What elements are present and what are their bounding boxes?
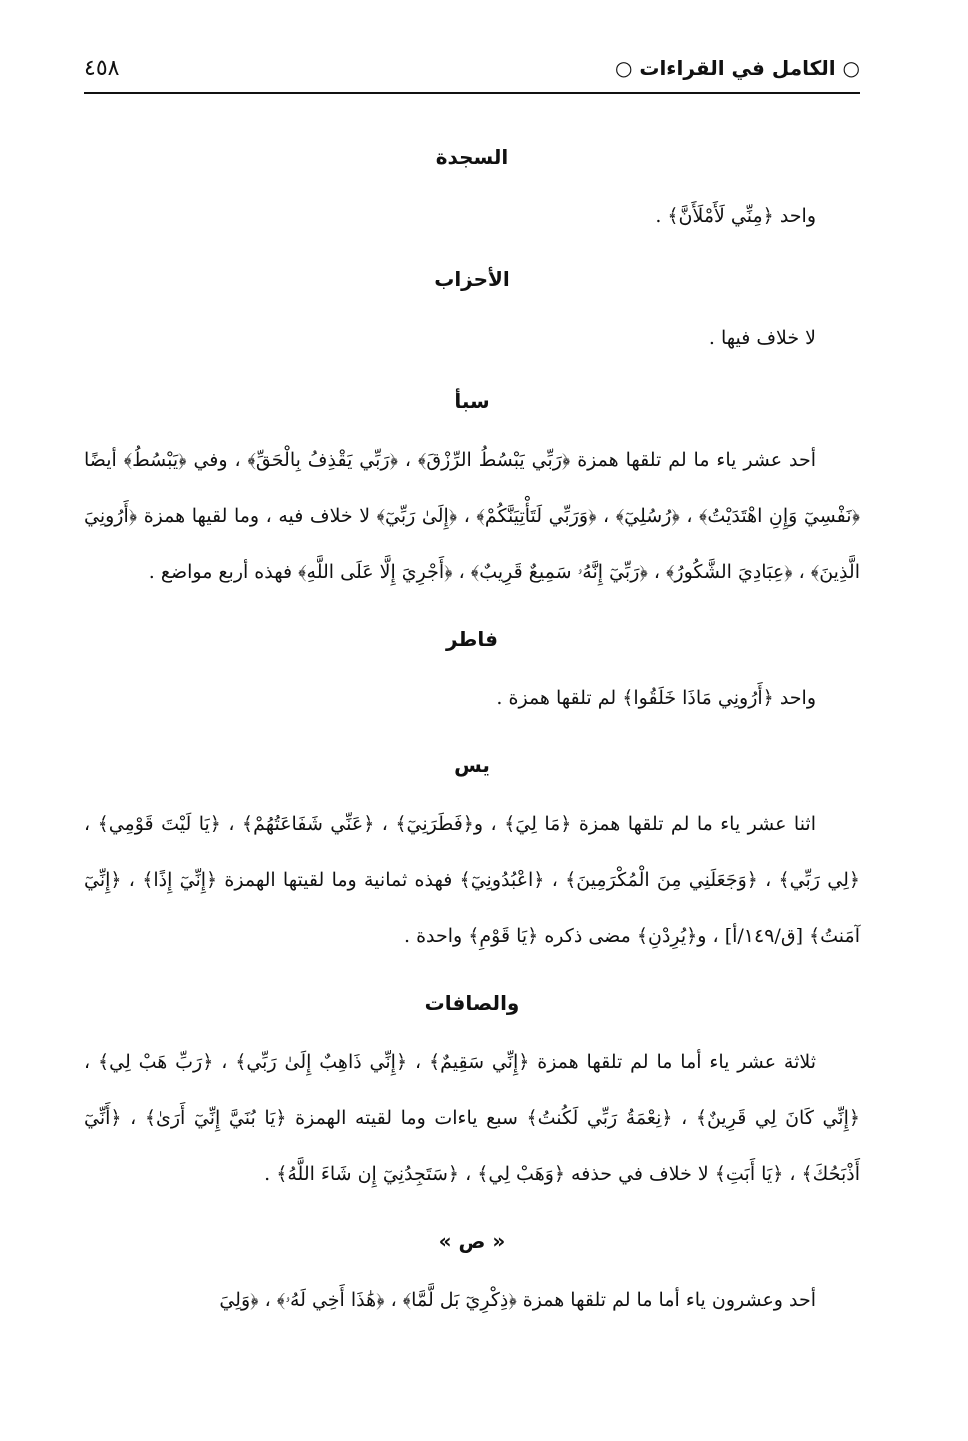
page-body (84, 140, 860, 1328)
section-title: الأحزاب (434, 267, 510, 291)
section-paragraph: ثلاثة عشر ياء أما ما لم تلقها همزة ﴿إِنِّي سَقِيمٌ﴾ ، ﴿إِنِّي ذَاهِبٌ إِلَىٰ رَبِّي﴾ ، ﴿رَبِّ هَبْ لِي﴾ ، ﴿إِنِّي كَانَ لِي قَرِينٌ﴾ ، ﴿نِعْمَةُ رَبِّي لَكُنتُ﴾ سبع ياءات وما لقيته الهمزة ﴿يَا بُنَيَّ إِنِّيٓ أَرَىٰ﴾ ، ﴿أَنِّيٓ أَذْبَحُكَ﴾ ، ﴿يَا أَبَتِ﴾ لا خلاف في حذفه ﴿وَهَبْ لِي﴾ ، ﴿سَتَجِدُنِيٓ إِن شَاءَ اللَّهُ﴾ . (84, 1051, 860, 1185)
page-header (84, 52, 860, 94)
page-number: ٤٥٨ (84, 56, 120, 81)
section-title: فاطر (446, 627, 498, 651)
section-paragraph: اثنا عشر ياء ما لم تلقها همزة ﴿مَا لِيَ﴾ ، و﴿فَطَرَنِيٓ﴾ ، ﴿عَنِّي شَفَاعَتُهُمْ﴾ ، ﴿يَا لَيْتَ قَوْمِي﴾ ، ﴿لِي رَبِّي﴾ ، ﴿وَجَعَلَنِي مِنَ الْمُكْرَمِينَ﴾ ، ﴿اعْبُدُونِيٓ﴾ فهذه ثمانية وما لقيتها الهمزة ﴿إِنِّيٓ إِذًا﴾ ، ﴿إِنِّيٓ آمَنتُ﴾ [ق/١٤٩/أ] ، و﴿يُرِدْنِ﴾ مضى ذكره ﴿يَا قَوْمِ﴾ واحدة . (84, 813, 860, 947)
section-title: « ص » (438, 1229, 506, 1253)
section-title: سبأ (454, 389, 490, 413)
section-paragraph: واحد ﴿مِنِّي لَأَمْلَأَنَّ﴾ . (655, 205, 816, 227)
section-paragraph: واحد ﴿أَرُونِي مَاذَا خَلَقُوا﴾ لم تلقها همزة . (496, 687, 816, 709)
section-paragraph: أحد عشر ياء ما لم تلقها همزة ﴿رَبِّي يَبْسُطُ الرِّزْقَ﴾ ، ﴿رَبِّي يَقْذِفُ بِالْحَقِّ﴾ ، وفي ﴿يَبْسُطُ﴾ أيضًا ﴿نَفْسِيٓ وَإِنِ اهْتَدَيْتُ﴾ ، ﴿رُسُلِيٓ﴾ ، ﴿وَرَبِّي لَتَأْتِيَنَّكُمْ﴾ ، ﴿إِلَىٰ رَبِّيٓ﴾ لا خلاف فيه ، وما لقيها همزة ﴿أَرُونِيَ الَّذِينَ﴾ ، ﴿عِبَادِيَ الشَّكُورُ﴾ ، ﴿رَبِّيٓ إِنَّهُۥ سَمِيعٌ قَرِيبٌ﴾ ، ﴿أَجْرِيَ إِلَّا عَلَى اللَّهِ﴾ فهذه أربع مواضع . (84, 449, 860, 583)
section-title: السجدة (435, 145, 509, 169)
running-title: ○ الكامل في القراءات ○ (614, 56, 860, 80)
section-title: والصافات (424, 991, 520, 1015)
section-title: يس (454, 753, 490, 777)
section-paragraph: أحد وعشرون ياء أما ما لم تلقها همزة ﴿ذِكْرِيٓ بَل لَّمَّا﴾ ، ﴿هَٰذَا أَخِي لَهُۥ﴾ ، ﴿وَلِيَ (219, 1289, 816, 1311)
section-paragraph: لا خلاف فيها . (708, 327, 816, 349)
